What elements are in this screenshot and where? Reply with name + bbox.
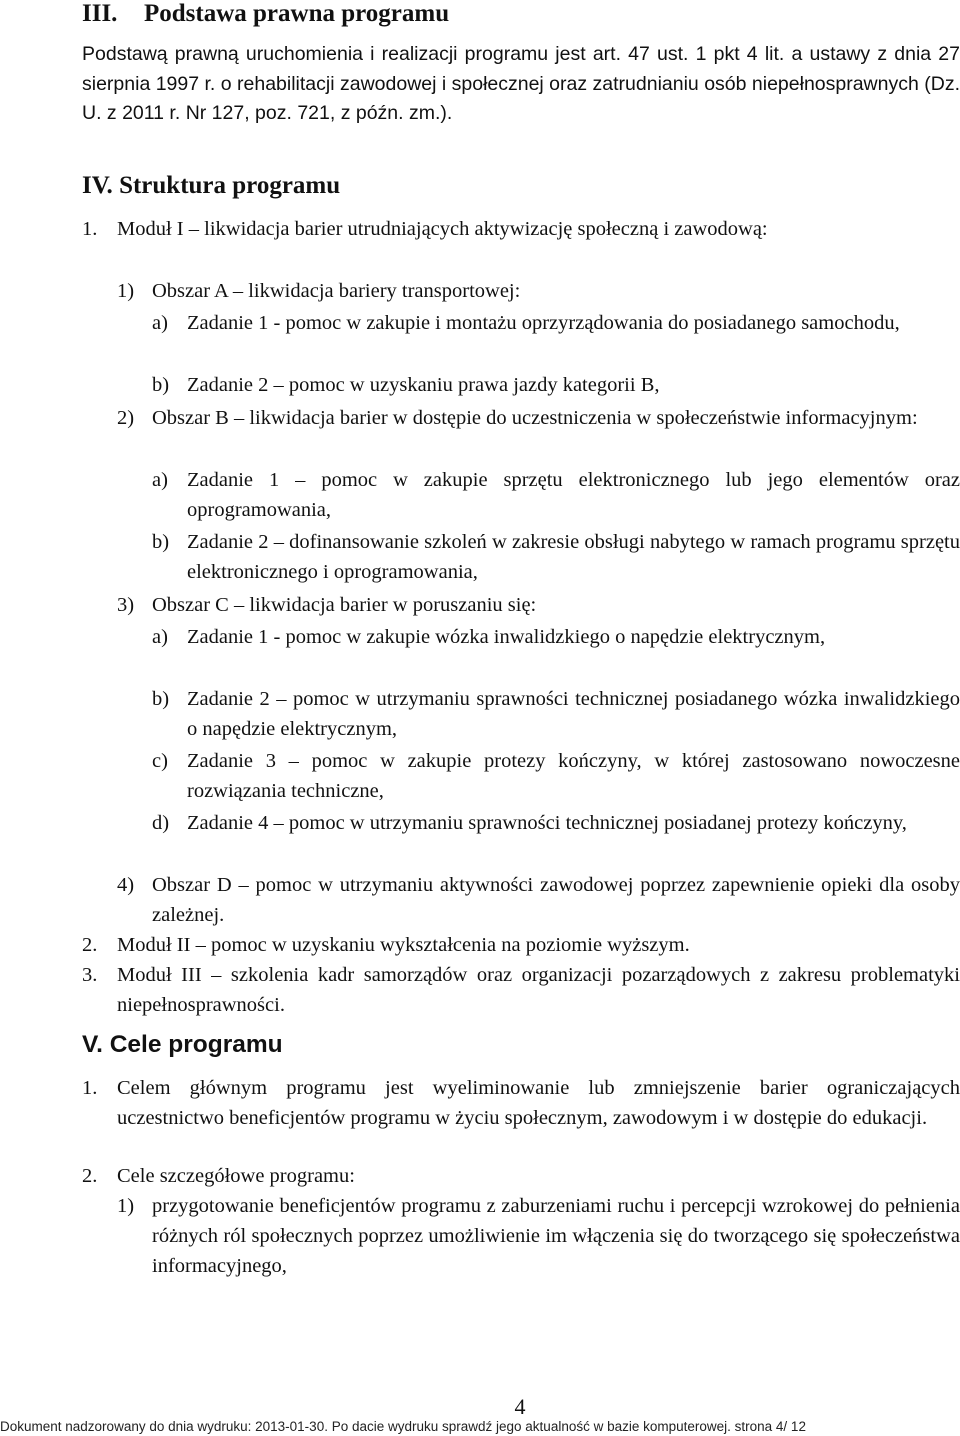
page-number: 4: [514, 1394, 526, 1419]
area-label: 4): [117, 874, 135, 896]
goal-item-label: 1): [117, 1195, 135, 1217]
task-label: a): [152, 626, 168, 648]
goal-label: 2.: [82, 1165, 98, 1187]
task-c4-text: Zadanie 4 – pomoc w utrzymaniu sprawności technicznej posiadanej protezy kończyny,: [187, 812, 907, 834]
area-label: 1): [117, 280, 135, 302]
task-c3-text: Zadanie 3 – pomoc w zakupie protezy kończyny, w której zastosowano nowoczesne rozwiązania techniczne,: [187, 750, 960, 802]
document-footer: Dokument nadzorowany do dnia wydruku: 2013-01-30. Po dacie wydruku sprawdź jego aktualność w bazie komputerowej. strona 4/ 12: [0, 1419, 806, 1434]
section-heading-3: [82, 0, 449, 28]
module-1-text: Moduł I – likwidacja barier utrudniających aktywizację społeczną i zawodową:: [117, 218, 768, 240]
task-label: b): [152, 531, 170, 553]
goal-item-1-text: przygotowanie beneficjentów programu z zaburzeniami ruchu i percepcji wzrokowej do pełnienia różnych ról społecznych poprzez umożliwienie im włączenia się do tworzącego się społeczeństwa informacyjnego,: [152, 1195, 960, 1277]
task-label: c): [152, 750, 168, 772]
main-goal-text: Celem głównym programu jest wyeliminowanie lub zmniejszenie barier ograniczających uczestnictwo beneficjentów programu w życiu społecznym, zawodowym i w dostępie do edukacji.: [117, 1077, 960, 1129]
task-b2-text: Zadanie 2 – dofinansowanie szkoleń w zakresie obsługi nabytego w ramach programu sprzętu elektronicznego i oprogramowania,: [187, 531, 960, 583]
section-heading-5: [82, 1031, 283, 1059]
area-label: 2): [117, 407, 135, 429]
module-label: 1.: [82, 218, 98, 240]
task-label: d): [152, 812, 170, 834]
section-heading-4: [82, 172, 340, 200]
area-b-text: Obszar B – likwidacja barier w dostępie do uczestniczenia w społeczeństwie informacyjnym:: [152, 407, 918, 429]
area-a-text: Obszar A – likwidacja bariery transportowej:: [152, 280, 521, 302]
task-b1-text: Zadanie 1 – pomoc w zakupie sprzętu elektronicznego lub jego elementów oraz oprogramowania,: [187, 469, 960, 521]
section-title: Struktura programu: [119, 172, 341, 199]
task-a1-text: Zadanie 1 - pomoc w zakupie i montażu oprzyrządowania do posiadanego samochodu,: [187, 312, 900, 334]
section-number: V.: [82, 1031, 103, 1058]
module-2-text: Moduł II – pomoc w uzyskaniu wykształcenia na poziomie wyższym.: [117, 934, 690, 956]
legal-basis-paragraph: Podstawą prawną uruchomienia i realizacji programu jest art. 47 ust. 1 pkt 4 lit. a ustawy z dnia 27 sierpnia 1997 r. o rehabilitacji zawodowej i społecznej oraz zatrudnianiu osób niepełnosprawnych (Dz. U. z 2011 r. Nr 127, poz. 721, z późn. zm.).: [82, 43, 960, 124]
module-3-text: Moduł III – szkolenia kadr samorządów oraz organizacji pozarządowych z zakresu problematyki niepełnosprawności.: [117, 964, 960, 1016]
module-label: 3.: [82, 964, 98, 986]
area-d-text: Obszar D – pomoc w utrzymaniu aktywności zawodowej poprzez zapewnienie opieki dla osoby zależnej.: [152, 874, 960, 926]
module-label: 2.: [82, 934, 98, 956]
task-c2-text: Zadanie 2 – pomoc w utrzymaniu sprawności technicznej posiadanego wózka inwalidzkiego o napędzie elektrycznym,: [187, 688, 960, 740]
task-label: b): [152, 688, 170, 710]
goal-label: 1.: [82, 1077, 98, 1099]
task-label: a): [152, 469, 168, 491]
area-label: 3): [117, 594, 135, 616]
task-a2-text: Zadanie 2 – pomoc w uzyskaniu prawa jazdy kategorii B,: [187, 374, 660, 396]
section-number: IV.: [82, 172, 113, 199]
task-label: b): [152, 374, 170, 396]
section-title: Podstawa prawna programu: [144, 0, 450, 27]
area-c-text: Obszar C – likwidacja barier w poruszaniu się:: [152, 594, 537, 616]
specific-goals-text: Cele szczegółowe programu:: [117, 1165, 355, 1187]
section-title: Cele programu: [109, 1031, 283, 1058]
section-number: III.: [82, 0, 118, 27]
task-label: a): [152, 312, 168, 334]
task-c1-text: Zadanie 1 - pomoc w zakupie wózka inwalidzkiego o napędzie elektrycznym,: [187, 626, 826, 648]
